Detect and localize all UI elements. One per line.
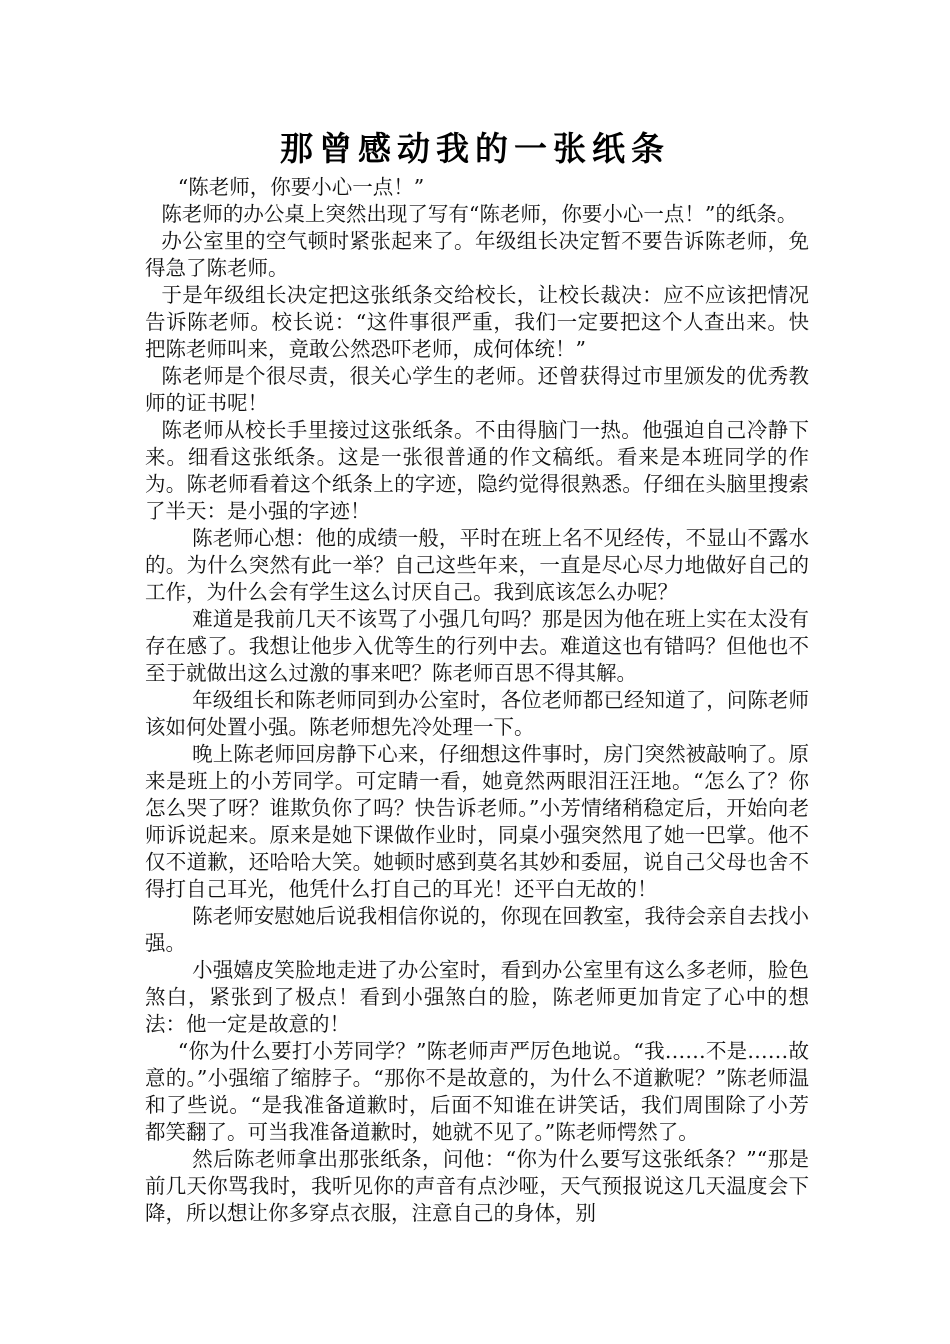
paragraph: “陈老师，你要小心一点！”: [177, 175, 425, 199]
document-body: [145, 174, 809, 1227]
paragraph: 于是年级组长决定把这张纸条交给校长，让校长裁决：应不应该把情况告诉陈老师。校长说：“这件事很严重，我们一定要把这个人查出来。快把陈老师叫来，竟敢公然恐吓老师，成何体统！”: [145, 283, 809, 361]
paragraph: 陈老师从校长手里接过这张纸条。不由得脑门一热。他强迫自己冷静下来。细看这张纸条。这是一张很普通的作文稿纸。看来是本班同学的作为。陈老师看着这个纸条上的字迹，隐约觉得很熟悉。仔细在头脑里搜索了半天：是小强的字迹！: [145, 418, 809, 523]
paragraph: 小强嬉皮笑脸地走进了办公室时，看到办公室里有这么多老师，脸色煞白，紧张到了极点！看到小强煞白的脸，陈老师更加肯定了心中的想法：他一定是故意的！: [145, 958, 809, 1036]
paragraph: 陈老师是个很尽责，很关心学生的老师。还曾获得过市里颁发的优秀教师的证书呢！: [145, 364, 809, 415]
paragraph: 年级组长和陈老师同到办公室时，各位老师都已经知道了，问陈老师该如何处置小强。陈老师想先冷处理一下。: [145, 688, 809, 739]
paragraph: “你为什么要打小芳同学？”陈老师声严厉色地说。“我……不是……故意的。”小强缩了缩脖子。“那你不是故意的，为什么不道歉呢？”陈老师温和了些说。“是我准备道歉时，后面不知谁在讲笑话，我们周围除了小芳都笑翻了。可当我准备道歉时，她就不见了。”陈老师愕然了。: [145, 1039, 809, 1144]
paragraph: 然后陈老师拿出那张纸条，问他：“你为什么要写这张纸条？”“那是前几天你骂我时，我听见你的声音有点沙哑，天气预报说这几天温度会下降，所以想让你多穿点衣服，注意自己的身体，别: [145, 1147, 809, 1225]
paragraph: 陈老师安慰她后说我相信你说的，你现在回教室，我待会亲自去找小强。: [145, 904, 809, 955]
document-title: 那曾感动我的一张纸条: [280, 129, 670, 168]
paragraph: 陈老师的办公桌上突然出现了写有“陈老师，你要小心一点！”的纸条。: [161, 202, 798, 226]
paragraph: 难道是我前几天不该骂了小强几句吗？那是因为他在班上实在太没有存在感了。我想让他步入优等生的行列中去。难道这也有错吗？但他也不至于就做出这么过激的事来吧？陈老师百思不得其解。: [145, 607, 809, 685]
paragraph: 晚上陈老师回房静下心来，仔细想这件事时，房门突然被敲响了。原来是班上的小芳同学。可定睛一看，她竟然两眼泪汪汪地。“怎么了？你怎么哭了呀？谁欺负你了吗？快告诉老师。”小芳情绪稍稳定后，开始向老师诉说起来。原来是她下课做作业时，同桌小强突然甩了她一巴掌。他不仅不道歉，还哈哈大笑。她顿时感到莫名其妙和委屈，说自己父母也舍不得打自己耳光，他凭什么打自己的耳光！还平白无故的！: [145, 742, 809, 901]
paragraph: 办公室里的空气顿时紧张起来了。年级组长决定暂不要告诉陈老师，免得急了陈老师。: [145, 229, 809, 280]
paragraph: 陈老师心想：他的成绩一般，平时在班上名不见经传，不显山不露水的。为什么突然有此一举？自己这些年来，一直是尽心尽力地做好自己的工作，为什么会有学生这么讨厌自己。我到底该怎么办呢？: [145, 526, 809, 604]
